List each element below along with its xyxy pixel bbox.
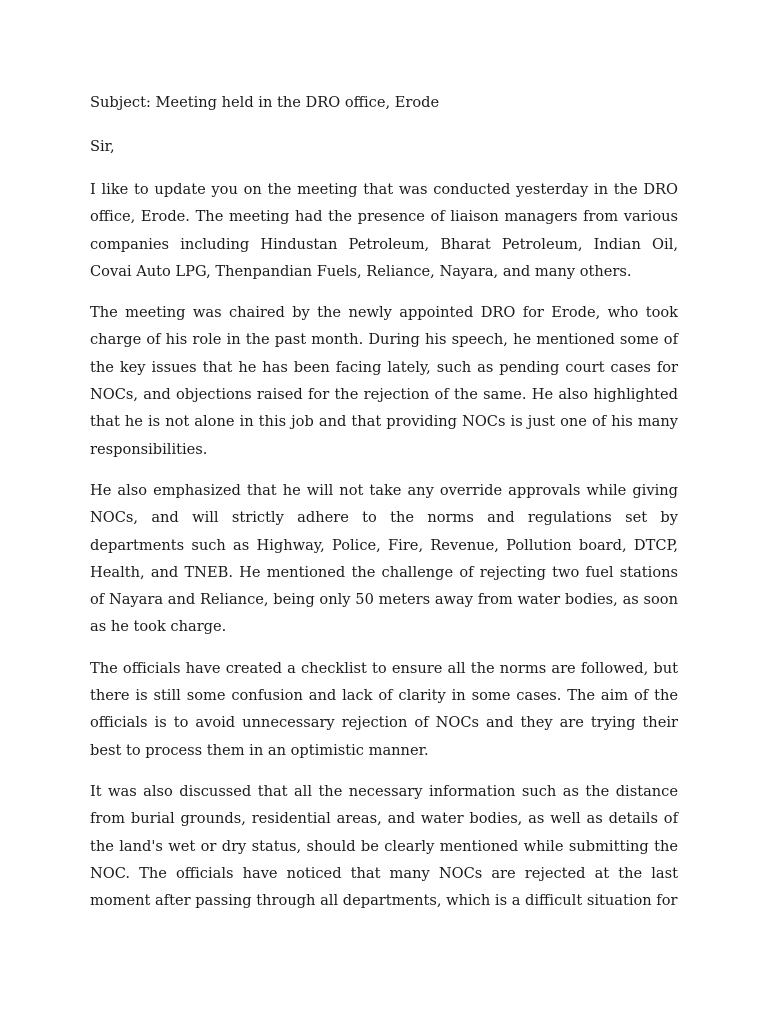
salutation: Sir,	[90, 138, 115, 155]
subject-line: Subject: Meeting held in the DRO office, Erode	[90, 94, 440, 111]
document-body	[90, 92, 678, 928]
paragraph-chair: The meeting was chaired by the newly appointed DRO for Erode, who took charge of his role in the past month. During his speech, he mentioned some of the key issues that he has been facing lately, such as pending court cases for NOCs, and objections raised for the rejection of the same. He also highlighted that he is not alone in this job and that providing NOCs is just one of his many responsibilities.	[90, 304, 678, 458]
paragraph-update: I like to update you on the meeting that was conducted yesterday in the DRO office, Erode. The meeting had the presence of liaison managers from various companies including Hindustan Petroleum, Bharat Petroleum, Indian Oil, Covai Auto LPG, Thenpandian Fuels, Reliance, Nayara, and many others.	[90, 181, 678, 280]
paragraph-norms: He also emphasized that he will not take any override approvals while giving NOCs, and will strictly adhere to the norms and regulations set by departments such as Highway, Police, Fire, Revenue, Pollution board, DTCP, Health, and TNEB. He mentioned the challenge of rejecting two fuel stations of Nayara and Reliance, being only 50 meters away from water bodies, as soon as he took charge.	[90, 481, 678, 636]
paragraph-checklist: The officials have created a checklist to ensure all the norms are followed, but there is still some confusion and lack of clarity in some cases. The aim of the officials is to avoid unnecessary rejection of NOCs and they are trying their best to process them in an optimistic manner.	[90, 659, 678, 759]
paragraph-information: It was also discussed that all the necessary information such as the distance from burial grounds, residential areas, and water bodies, as well as details of the land's wet or dry status, should be clearly mentioned while submitting the NOC. The officials have noticed that many NOCs are rejected at the last moment after passing through all departments, which is a difficult situation for	[90, 782, 678, 910]
